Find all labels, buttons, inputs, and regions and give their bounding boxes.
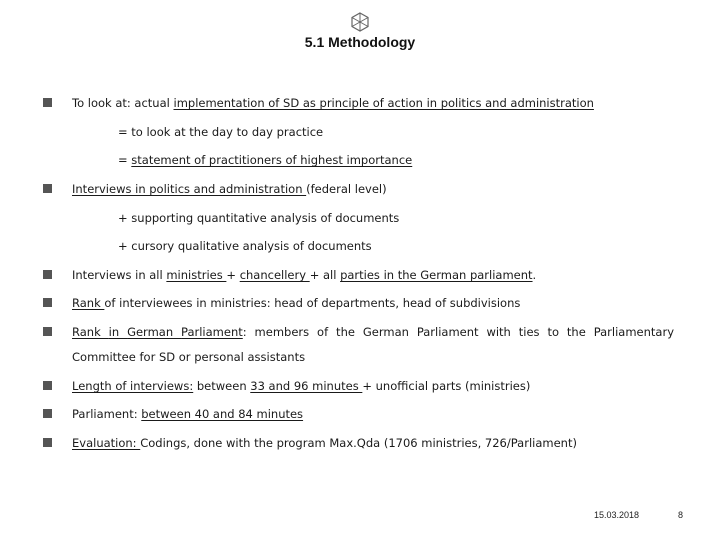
text-run: . [532,268,537,282]
underlined-text: in [108,325,128,339]
text-run: + unofficial parts (ministries) [362,379,531,393]
bullet-text [72,325,674,339]
underlined-text: Parliament [181,325,243,339]
text-run: (federal level) [306,182,387,196]
bullet-marker [43,184,52,193]
bullet-marker [43,409,52,418]
bullet-text [72,379,530,393]
bullet-marker [43,381,52,390]
underlined-text: Rank [72,296,105,310]
underlined-text: Length of interviews: [72,379,194,393]
slide-date: 15.03.2018 [594,510,640,520]
bullet-marker [43,438,52,447]
text-run: = [118,153,132,167]
bullet-marker [43,327,52,336]
text-run: To look at: actual [72,96,174,110]
text-run: of interviewees in ministries: head of departments, head of subdivisions [104,296,521,310]
underlined-text: 33 and 96 minutes [250,379,363,393]
bullet-text [72,182,387,196]
underlined-text: parties in the German parliament [340,268,533,282]
bullet-marker [43,98,52,107]
text-run: + all [309,268,341,282]
bullet-text [72,436,577,450]
underlined-text: Interviews in politics and administration [72,182,307,196]
text-run: + [226,268,240,282]
bullet-text [72,268,536,282]
text-run: Parliament: [72,407,142,421]
text-run: : members of the German Parliament with ties to the Parliamentary [242,325,675,339]
underlined-text: statement of practitioners of highest importance [131,153,413,167]
text-run: Interviews in all [72,268,167,282]
bullet-text [72,296,520,310]
bullet-text-continuation: Committee for SD or personal assistants [72,350,306,364]
sub-item [118,153,412,167]
bullet-text [72,407,303,421]
sub-item: + cursory qualitative analysis of documents [118,239,372,253]
underlined-text: ministries [166,268,227,282]
underlined-text: implementation of SD as principle of action in politics and administration [173,96,594,110]
bullet-marker [43,298,52,307]
sub-item: = to look at the day to day practice [118,125,324,139]
sub-item: + supporting quantitative analysis of documents [118,211,400,225]
underlined-text: Rank [72,325,109,339]
logo-icon [351,12,369,32]
text-run: between [193,379,251,393]
bullet-text [72,96,594,110]
text-run: Codings, done with the program Max.Qda (1706 ministries, 726/Parliament) [140,436,577,450]
bullet-marker [43,270,52,279]
underlined-text: German [127,325,182,339]
page-number: 8 [678,510,684,520]
underlined-text: chancellery [239,268,310,282]
underlined-text: between 40 and 84 minutes [141,407,304,421]
underlined-text: Evaluation: [72,436,141,450]
page-title: 5.1 Methodology [304,34,416,50]
